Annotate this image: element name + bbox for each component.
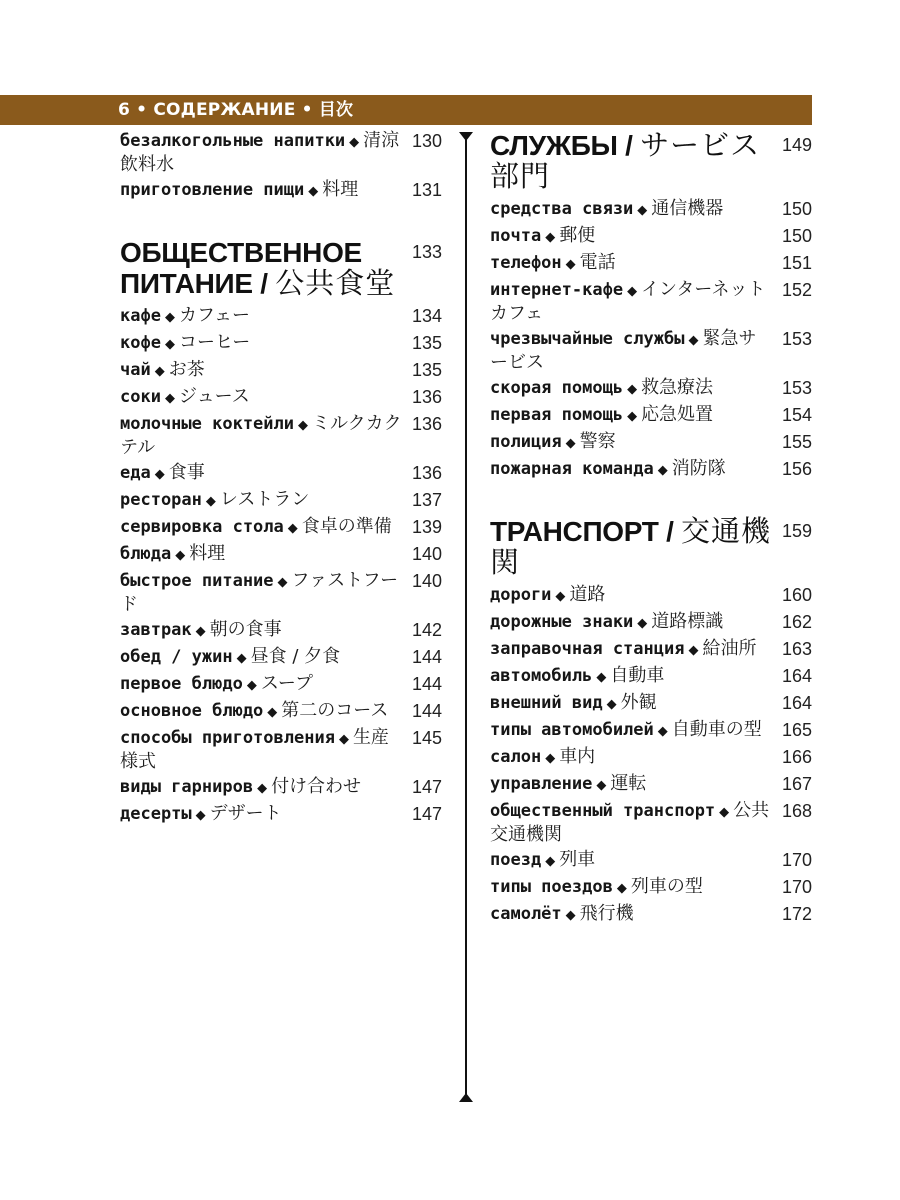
diamond-bullet-icon: ◆ xyxy=(545,751,556,766)
entry-title-ja: 消防隊 xyxy=(671,458,726,479)
section-heading[interactable] xyxy=(490,516,812,578)
toc-entry[interactable] xyxy=(120,413,442,459)
toc-entry[interactable] xyxy=(120,386,442,410)
toc-entry[interactable] xyxy=(490,800,812,846)
toc-entry[interactable] xyxy=(490,377,812,401)
diamond-bullet-icon: ◆ xyxy=(164,310,175,325)
toc-entry[interactable] xyxy=(490,431,812,455)
entry-text xyxy=(490,198,723,222)
entry-title-ja: 公共交通機関 xyxy=(490,800,770,845)
entry-title-ru: дорожные знаки xyxy=(490,612,634,632)
divider-arrow-bottom-icon xyxy=(459,1093,473,1102)
entry-title-ja: ジュース xyxy=(178,386,250,407)
entry-text xyxy=(490,328,772,374)
diamond-bullet-icon: ◆ xyxy=(637,616,648,631)
toc-entry[interactable] xyxy=(490,638,812,662)
entry-title-ru: телефон xyxy=(490,253,562,273)
entry-title-ja: 列車 xyxy=(559,849,596,870)
entry-title-ru: средства связи xyxy=(490,199,634,219)
diamond-bullet-icon: ◆ xyxy=(565,436,576,451)
entry-title-ja: 昼食 / 夕食 xyxy=(250,646,341,667)
page-number: 150 xyxy=(781,199,812,219)
divider-arrow-top-icon xyxy=(459,132,473,141)
diamond-bullet-icon: ◆ xyxy=(596,778,607,793)
entry-text xyxy=(490,404,713,428)
diamond-bullet-icon: ◆ xyxy=(627,284,638,299)
entry-text xyxy=(490,252,616,276)
entry-title-ru: кофе xyxy=(120,333,161,353)
header-band xyxy=(0,95,812,125)
entry-title-ja: 道路 xyxy=(569,584,606,605)
entry-title-ru: внешний вид xyxy=(490,693,603,713)
entry-text xyxy=(120,543,225,567)
page-number: 154 xyxy=(781,405,812,425)
entry-text xyxy=(490,903,634,927)
toc-entry[interactable] xyxy=(120,543,442,567)
entry-title-ja: レストラン xyxy=(219,489,310,510)
entry-text xyxy=(120,570,402,616)
toc-entry[interactable] xyxy=(490,719,812,743)
entry-title-ja: 自動車の型 xyxy=(671,719,762,740)
toc-entry[interactable] xyxy=(490,225,812,249)
entry-title-ru: самолёт xyxy=(490,904,562,924)
toc-entry[interactable] xyxy=(120,673,442,697)
page-number: 133 xyxy=(411,242,442,262)
entry-text xyxy=(490,431,616,455)
page-number: 145 xyxy=(411,728,442,748)
entry-title-ru: полиция xyxy=(490,432,562,452)
toc-entry[interactable] xyxy=(490,903,812,927)
entry-title-ru: чрезвычайные службы xyxy=(490,329,685,349)
entry-title-ja: デザート xyxy=(209,803,282,824)
entry-text xyxy=(490,279,772,325)
diamond-bullet-icon: ◆ xyxy=(545,230,556,245)
entry-title-ru: управление xyxy=(490,774,593,794)
section-title xyxy=(490,130,782,192)
entry-title-ru: типы поездов xyxy=(490,877,613,897)
page-number: 135 xyxy=(411,360,442,380)
diamond-bullet-icon: ◆ xyxy=(164,337,175,352)
toc-entry[interactable] xyxy=(490,849,812,873)
page-number: 160 xyxy=(781,585,812,605)
entry-title-ru: поезд xyxy=(490,850,542,870)
entry-text xyxy=(120,673,313,697)
toc-column-left xyxy=(120,130,442,830)
entry-title-ja: ファストフード xyxy=(120,570,399,615)
entry-title-ja: ミルクカクテル xyxy=(120,413,402,458)
entry-text xyxy=(120,359,205,383)
page-number: 156 xyxy=(781,459,812,479)
diamond-bullet-icon: ◆ xyxy=(267,705,278,720)
page-number: 151 xyxy=(781,253,812,273)
entry-title-ru: типы автомобилей xyxy=(490,720,654,740)
diamond-bullet-icon: ◆ xyxy=(596,670,607,685)
page-number: 170 xyxy=(781,850,812,870)
page-number: 164 xyxy=(781,693,812,713)
diamond-bullet-icon: ◆ xyxy=(565,908,576,923)
diamond-bullet-icon: ◆ xyxy=(164,391,175,406)
entry-text xyxy=(120,700,388,724)
toc-entry[interactable] xyxy=(490,773,812,797)
entry-title-ja: 警察 xyxy=(579,431,616,452)
page-number: 136 xyxy=(411,414,442,434)
entry-title-ru: скорая помощь xyxy=(490,378,624,398)
toc-entry[interactable] xyxy=(120,462,442,486)
page-number: 149 xyxy=(781,135,812,155)
entry-text xyxy=(120,516,392,540)
diamond-bullet-icon: ◆ xyxy=(688,643,699,658)
entry-title-ru: основное блюдо xyxy=(120,701,264,721)
entry-title-ja: 飛行機 xyxy=(579,903,634,924)
entry-title-ja: スープ xyxy=(260,673,314,694)
toc-entry[interactable] xyxy=(120,700,442,724)
entry-title-ja: インターネットカフェ xyxy=(490,279,766,324)
page-number: 131 xyxy=(411,180,442,200)
entry-title-ru: блюда xyxy=(120,544,172,564)
diamond-bullet-icon: ◆ xyxy=(175,548,186,563)
entry-title-ja: 朝の食事 xyxy=(209,619,282,640)
page-number: 166 xyxy=(781,747,812,767)
entry-text xyxy=(490,665,664,689)
page-number: 130 xyxy=(411,131,442,151)
diamond-bullet-icon: ◆ xyxy=(236,651,247,666)
toc-entry[interactable] xyxy=(120,803,442,827)
page-number: 162 xyxy=(781,612,812,632)
entry-text xyxy=(120,413,402,459)
diamond-bullet-icon: ◆ xyxy=(205,494,216,509)
toc-entry[interactable] xyxy=(490,692,812,716)
diamond-bullet-icon: ◆ xyxy=(545,854,556,869)
entry-title-ru: еда xyxy=(120,463,151,483)
column-divider xyxy=(465,135,467,1101)
page-number: 142 xyxy=(411,620,442,640)
entry-text xyxy=(490,458,726,482)
entry-title-ru: интернет-кафе xyxy=(490,280,624,300)
diamond-bullet-icon: ◆ xyxy=(287,521,298,536)
entry-title-ru: способы приготовления xyxy=(120,728,335,748)
diamond-bullet-icon: ◆ xyxy=(154,364,165,379)
toc-entry[interactable] xyxy=(120,179,442,203)
entry-title-ja: コーヒー xyxy=(178,332,251,353)
section-title-ja: サービス部門 xyxy=(490,128,761,193)
page-number: 140 xyxy=(411,571,442,591)
entry-title-ru: почта xyxy=(490,226,542,246)
entry-title-ru: дороги xyxy=(490,585,552,605)
entry-title-ja: カフェー xyxy=(178,305,251,326)
entry-title-ru: салон xyxy=(490,747,542,767)
entry-title-ja: 生産様式 xyxy=(120,727,389,772)
page-number: 155 xyxy=(781,432,812,452)
page-number: 144 xyxy=(411,701,442,721)
toc-entry[interactable] xyxy=(120,489,442,513)
diamond-bullet-icon: ◆ xyxy=(154,467,165,482)
section-heading[interactable] xyxy=(120,237,442,299)
entry-title-ja: 自動車 xyxy=(610,665,665,686)
page-number: 136 xyxy=(411,463,442,483)
entry-title-ru: первая помощь xyxy=(490,405,624,425)
entry-text xyxy=(120,462,205,486)
section-title xyxy=(490,516,782,578)
page-number: 165 xyxy=(781,720,812,740)
diamond-bullet-icon: ◆ xyxy=(308,184,319,199)
entry-text xyxy=(490,638,756,662)
entry-title-ru: пожарная команда xyxy=(490,459,654,479)
page-number: 139 xyxy=(411,517,442,537)
page-number: 147 xyxy=(411,804,442,824)
diamond-bullet-icon: ◆ xyxy=(257,781,268,796)
diamond-bullet-icon: ◆ xyxy=(688,333,699,348)
diamond-bullet-icon: ◆ xyxy=(338,732,349,747)
toc-entry[interactable] xyxy=(490,458,812,482)
section-title-ru: ОБЩЕСТВЕННОЕ ПИТАНИЕ / xyxy=(120,237,362,299)
entry-text xyxy=(120,386,250,410)
diamond-bullet-icon: ◆ xyxy=(298,418,308,433)
section-title xyxy=(120,237,412,299)
entry-title-ru: соки xyxy=(120,387,161,407)
page-number: 170 xyxy=(781,877,812,897)
entry-text xyxy=(120,489,309,513)
running-header: 6 • СОДЕРЖАНИЕ • 目次 xyxy=(118,100,354,120)
entry-title-ja: 運転 xyxy=(610,773,647,794)
diamond-bullet-icon: ◆ xyxy=(657,463,668,478)
diamond-bullet-icon: ◆ xyxy=(195,624,206,639)
entry-text xyxy=(120,776,361,800)
toc-entry[interactable] xyxy=(120,776,442,800)
diamond-bullet-icon: ◆ xyxy=(349,135,360,150)
entry-text xyxy=(490,692,657,716)
page-number: 167 xyxy=(781,774,812,794)
section-heading[interactable] xyxy=(490,130,812,192)
toc-entry[interactable] xyxy=(490,328,812,374)
entry-title-ru: обед / ужин xyxy=(120,647,233,667)
entry-title-ja: 清涼飲料水 xyxy=(120,130,400,175)
diamond-bullet-icon: ◆ xyxy=(627,382,638,397)
diamond-bullet-icon: ◆ xyxy=(246,678,257,693)
entry-text xyxy=(120,646,340,670)
entry-title-ja: 料理 xyxy=(189,543,226,564)
diamond-bullet-icon: ◆ xyxy=(277,575,288,590)
entry-text xyxy=(120,179,358,203)
entry-text xyxy=(120,727,402,773)
entry-text xyxy=(490,773,646,797)
entry-text xyxy=(490,225,595,249)
toc-entry[interactable] xyxy=(490,746,812,770)
entry-title-ja: 第二のコース xyxy=(281,700,389,721)
entry-title-ja: 列車の型 xyxy=(630,876,703,897)
page-number: 137 xyxy=(411,490,442,510)
section-title-ru: ТРАНСПОРТ / xyxy=(490,516,674,547)
entry-title-ja: 食卓の準備 xyxy=(301,516,392,537)
entry-title-ja: 応急処置 xyxy=(641,404,714,425)
entry-title-ja: 食事 xyxy=(168,462,205,483)
page-number: 144 xyxy=(411,647,442,667)
entry-title-ja: 料理 xyxy=(322,179,359,200)
entry-title-ru: первое блюдо xyxy=(120,674,243,694)
page-number: 150 xyxy=(781,226,812,246)
entry-text xyxy=(490,849,595,873)
section-title-ja: 公共食堂 xyxy=(275,266,396,300)
toc-entry[interactable] xyxy=(490,252,812,276)
entry-title-ru: десерты xyxy=(120,804,192,824)
entry-text xyxy=(490,719,762,743)
toc-entry[interactable] xyxy=(490,665,812,689)
entry-text xyxy=(490,746,595,770)
toc-column-right xyxy=(490,130,812,930)
entry-title-ru: приготовление пищи xyxy=(120,180,305,200)
toc-entry[interactable] xyxy=(120,332,442,356)
page-number: 172 xyxy=(781,904,812,924)
toc-entry[interactable] xyxy=(490,404,812,428)
page-number: 164 xyxy=(781,666,812,686)
entry-text xyxy=(490,800,772,846)
entry-title-ru: виды гарниров xyxy=(120,777,254,797)
toc-entry[interactable] xyxy=(490,876,812,900)
entry-title-ja: 電話 xyxy=(579,252,616,273)
page-number: 163 xyxy=(781,639,812,659)
entry-text xyxy=(490,584,605,608)
page-number: 136 xyxy=(411,387,442,407)
entry-title-ru: молочные коктейли xyxy=(120,414,294,434)
page-number: 168 xyxy=(781,801,812,821)
diamond-bullet-icon: ◆ xyxy=(657,724,668,739)
entry-title-ru: сервировка стола xyxy=(120,517,284,537)
entry-text xyxy=(120,305,250,329)
entry-title-ru: быстрое питание xyxy=(120,571,274,591)
entry-text xyxy=(490,611,723,635)
toc-entry[interactable] xyxy=(120,619,442,643)
entry-title-ru: завтрак xyxy=(120,620,192,640)
toc-entry[interactable] xyxy=(120,516,442,540)
entry-text xyxy=(120,332,250,356)
section-title-ja: 交通機関 xyxy=(490,514,772,579)
entry-title-ja: 外観 xyxy=(620,692,657,713)
toc-entry[interactable] xyxy=(120,727,442,773)
entry-text xyxy=(120,803,282,827)
entry-text xyxy=(490,377,713,401)
page-number: 147 xyxy=(411,777,442,797)
page-number: 153 xyxy=(781,329,812,349)
toc-entry[interactable] xyxy=(490,198,812,222)
entry-title-ru: кафе xyxy=(120,306,161,326)
entry-title-ja: 給油所 xyxy=(702,638,757,659)
entry-title-ja: お茶 xyxy=(168,359,205,380)
page-number: 153 xyxy=(781,378,812,398)
section-title-ru: СЛУЖБЫ / xyxy=(490,130,633,161)
entry-title-ja: 緊急サービス xyxy=(490,328,757,373)
page-number: 152 xyxy=(781,280,812,300)
page-number: 135 xyxy=(411,333,442,353)
diamond-bullet-icon: ◆ xyxy=(606,697,617,712)
toc-entry[interactable] xyxy=(490,584,812,608)
entry-text xyxy=(490,876,703,900)
diamond-bullet-icon: ◆ xyxy=(565,257,576,272)
entry-title-ja: 救急療法 xyxy=(641,377,714,398)
page-number: 159 xyxy=(781,521,812,541)
entry-title-ja: 車内 xyxy=(559,746,596,767)
diamond-bullet-icon: ◆ xyxy=(555,589,566,604)
entry-title-ru: автомобиль xyxy=(490,666,593,686)
diamond-bullet-icon: ◆ xyxy=(627,409,638,424)
toc-entry[interactable] xyxy=(120,570,442,616)
toc-entry[interactable] xyxy=(490,279,812,325)
toc-entry[interactable] xyxy=(120,646,442,670)
page-number: 134 xyxy=(411,306,442,326)
entry-title-ja: 郵便 xyxy=(559,225,596,246)
toc-entry[interactable] xyxy=(490,611,812,635)
entry-title-ja: 付け合わせ xyxy=(271,776,362,797)
entry-text xyxy=(120,619,282,643)
diamond-bullet-icon: ◆ xyxy=(637,203,648,218)
diamond-bullet-icon: ◆ xyxy=(719,805,730,820)
diamond-bullet-icon: ◆ xyxy=(195,808,206,823)
page-number: 140 xyxy=(411,544,442,564)
entry-title-ja: 道路標識 xyxy=(651,611,724,632)
toc-entry[interactable] xyxy=(120,130,442,176)
toc-entry[interactable] xyxy=(120,359,442,383)
entry-title-ru: ресторан xyxy=(120,490,202,510)
entry-title-ru: общественный транспорт xyxy=(490,801,716,821)
entry-title-ru: безалкогольные напитки xyxy=(120,131,346,151)
entry-text xyxy=(120,130,402,176)
entry-title-ru: чай xyxy=(120,360,151,380)
diamond-bullet-icon: ◆ xyxy=(616,881,627,896)
entry-title-ru: заправочная станция xyxy=(490,639,685,659)
toc-entry[interactable] xyxy=(120,305,442,329)
entry-title-ja: 通信機器 xyxy=(651,198,724,219)
page-number: 144 xyxy=(411,674,442,694)
